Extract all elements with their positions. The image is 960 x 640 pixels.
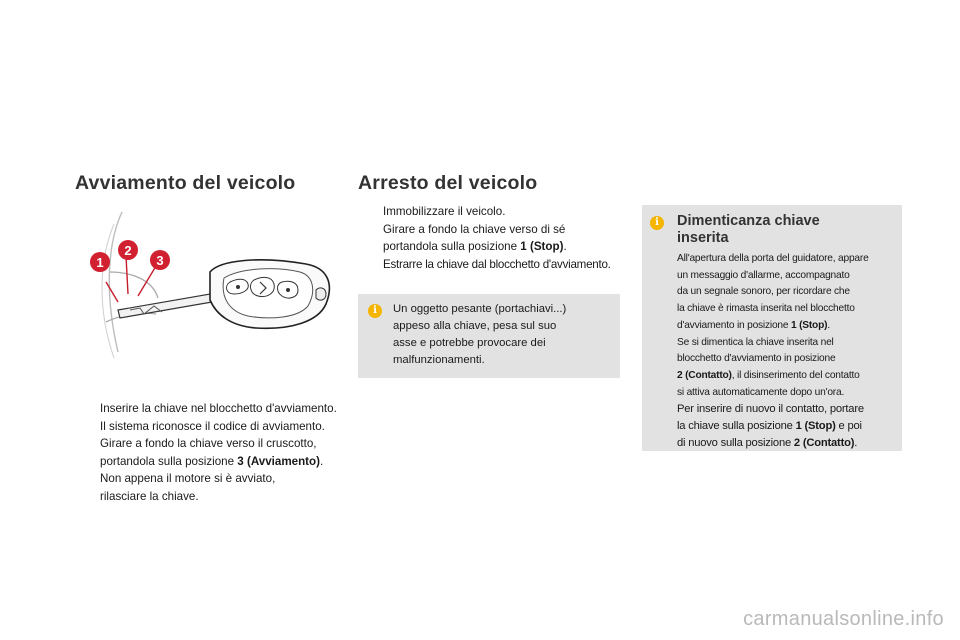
- list-item: Estrarre la chiave dal blocchetto d'avviamento.: [383, 257, 611, 271]
- info-icon: i: [650, 216, 664, 230]
- list-item: Inserire la chiave nel blocchetto d'avviamento.: [100, 402, 337, 415]
- list-item: Immobilizzare il veicolo.: [383, 205, 506, 218]
- weight-warning-note: i Un oggetto pesante (portachiavi...) appeso alla chiave, pesa sul suo asse e potrebbe provocare dei malfunzionamenti.: [358, 294, 620, 378]
- panel-title: Dimenticanza chiave inserita: [677, 213, 820, 246]
- info-icon: i: [368, 304, 382, 318]
- panel-body: All'apertura della porta del guidatore, appare un messaggio d'allarme, accompagnato da un segnale sonoro, per ricordare che la chiave è rimasta inserita nel blocchetto d'avviamento in posizione 1 (Stop). Se si dimentica la chiave inserita nel blocchetto d'avviamento in posizione 2 (Contatto), il disinserimento del contatto si attiva automaticamente dopo un'ora. Per inserire di nuovo il contatto, portare la chiave sulla posizione 1 (Stop) e poi di nuovo sulla posizione 2 (Contatto).: [677, 253, 869, 450]
- forgotten-key-panel: [642, 205, 902, 451]
- left-section-title: Avviamento del veicolo: [75, 172, 296, 194]
- middle-section-title: Arresto del veicolo: [358, 172, 538, 194]
- list-item: Girare a fondo la chiave verso di sé: [383, 222, 566, 236]
- position-3-label: 3: [156, 253, 164, 268]
- list-item: Girare a fondo la chiave verso il cruscotto,: [100, 437, 317, 450]
- ignition-key-illustration: [70, 202, 342, 370]
- position-1-label: 1: [96, 255, 104, 270]
- position-2-label: 2: [124, 243, 132, 258]
- start-instructions: Inserire la chiave nel blocchetto d'avviamento. Il sistema riconosce il codice di avviamento. Girare a fondo la chiave verso il cruscotto, portandola sulla posizione 3 (Avviamento). Non appena il motore si è avviato, rilasciare la chiave.: [78, 400, 353, 505]
- list-item: Non appena il motore si è avviato,: [100, 472, 276, 485]
- watermark-text: carmanualsonline.info: [743, 608, 944, 630]
- stop-instructions: Immobilizzare il veicolo. Girare a fondo la chiave verso di sé portandola sulla posizione 1 (Stop). Estrarre la chiave dal blocchetto d'avviamento.: [361, 203, 631, 273]
